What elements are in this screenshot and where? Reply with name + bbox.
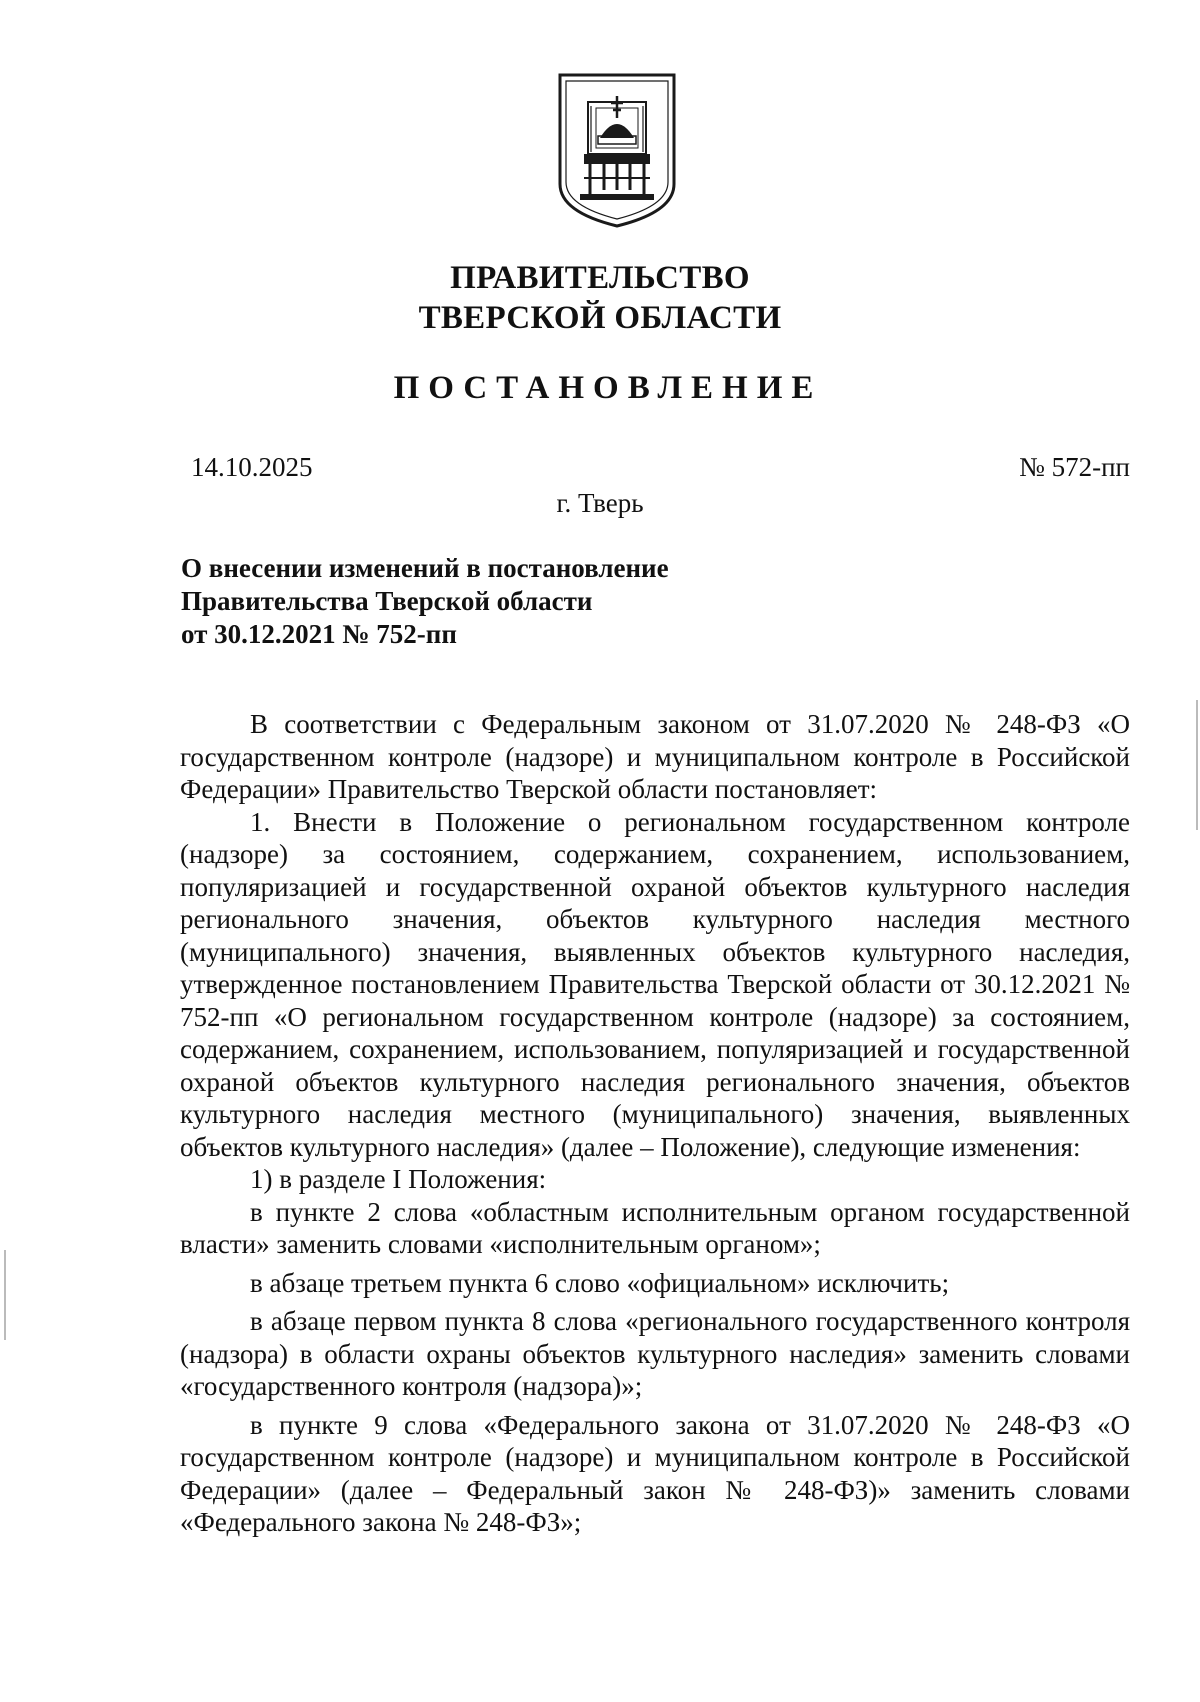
subject-line2: Правительства Тверской области xyxy=(181,586,593,616)
scan-edge-mark xyxy=(4,1250,6,1340)
coat-of-arms-emblem xyxy=(556,72,678,230)
document-subject xyxy=(181,552,669,651)
body-paragraph-point-6: в абзаце третьем пункта 6 слово «официальном» исключить; xyxy=(250,1267,950,1298)
org-title-line1: ПРАВИТЕЛЬСТВО xyxy=(450,260,750,296)
document-city: г. Тверь xyxy=(556,488,644,518)
body-paragraph-subitem-1: 1) в разделе I Положения: xyxy=(250,1164,547,1194)
subject-line1: О внесении изменений в постановление xyxy=(181,553,669,583)
body-paragraph-point-8: в абзаце первом пункта 8 слова «регионального государственного контроля (надзора) в области охраны объектов культурного наследия» заменить словами «государственного контроля (надзора)»; xyxy=(180,1306,1130,1401)
scan-edge-mark xyxy=(1196,700,1198,830)
body-paragraph-point-2: в пункте 2 слова «областным исполнительным органом государственной власти» заменить словами «исполнительным органом»; xyxy=(180,1196,1130,1259)
body-paragraph-point-9: в пункте 9 слова «Федерального закона от 31.07.2020 № 248-ФЗ «О государственном контроле (надзоре) и муниципальном контроле в Российской Федерации» (далее – Федеральный закон № 248-ФЗ)» заменить словами «Федерального закона № 248-ФЗ»; xyxy=(180,1409,1130,1537)
document-number: № 572-пп xyxy=(1019,452,1130,482)
body-paragraph-preamble: В соответствии с Федеральным законом от 31.07.2020 № 248-ФЗ «О государственном контроле (надзоре) и муниципальном контроле в Российской Федерации» Правительство Тверской области постановляет: xyxy=(180,709,1130,804)
organization-title xyxy=(0,258,1200,338)
document-date: 14.10.2025 xyxy=(191,452,313,482)
document-type: ПОСТАНОВЛЕНИЕ xyxy=(393,370,823,406)
subject-line3: от 30.12.2021 № 752-пп xyxy=(181,619,457,649)
document-body xyxy=(180,708,1130,1539)
body-paragraph-item-1: 1. Внести в Положение о региональном государственном контроле (надзоре) за состоянием, содержанием, сохранением, использованием, популяризацией и государственной охраной объектов культурного наследия регионального значения, объектов культурного наследия местного (муниципального) значения, выявленных объектов культурного наследия, утвержденное постановлением Правительства Тверской области от 30.12.2021 № 752-пп «О региональном государственном контроле (надзоре) за состоянием, содержанием, сохранением, использованием, популяризацией и государственной охраной объектов культурного наследия регионального значения, объектов культурного наследия местного (муниципального) значения, выявленных объектов культурного наследия» (далее – Положение), следующие изменения: xyxy=(180,806,1130,1162)
org-title-line2: ТВЕРСКОЙ ОБЛАСТИ xyxy=(418,300,782,336)
